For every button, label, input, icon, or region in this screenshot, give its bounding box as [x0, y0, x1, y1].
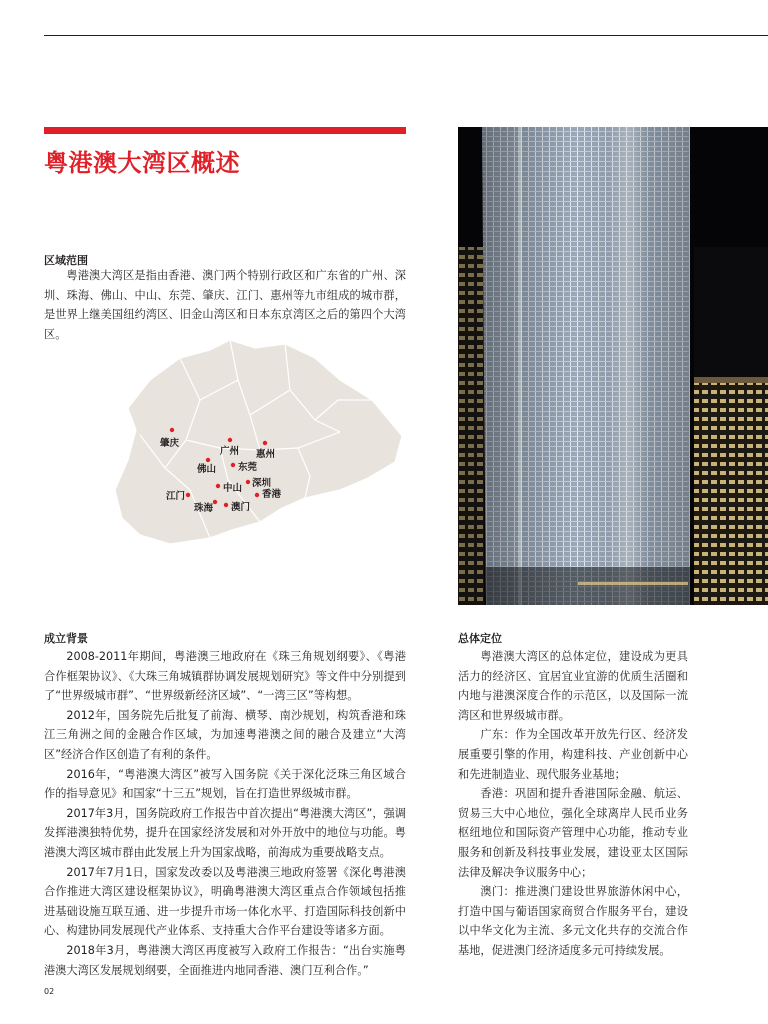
svg-text:珠海: 珠海	[194, 503, 214, 514]
top-rule	[44, 35, 768, 36]
svg-text:香港: 香港	[262, 489, 282, 500]
background-paragraph: 2017年7月1日，国家发改委以及粤港澳三地政府签署《深化粤港澳合作推进大湾区建设框架协议》，明确粤港澳大湾区重点合作领域包括推进基础设施互联互通、进一步提升市场一体化水平、打造国际科技创新中心、构建协同发展现代产业体系、支持重大合作平台建设等诸多方面。	[44, 865, 406, 938]
positioning-heading: 总体定位	[458, 632, 502, 645]
svg-text:惠州: 惠州	[256, 449, 276, 460]
title-accent-bar	[44, 127, 406, 134]
positioning-paragraph: 香港：巩固和提升香港国际金融、航运、贸易三大中心地位，强化全球离岸人民币业务枢纽地位和国际资产管理中心功能，推动专业服务和创新及科技事业发展，建设亚太区国际法律及解决争议服务中心；	[458, 787, 688, 879]
svg-text:广州: 广州	[220, 446, 240, 457]
background-heading: 成立背景	[44, 632, 88, 645]
positioning-body	[458, 647, 688, 961]
svg-text:江门: 江门	[166, 491, 186, 502]
positioning-paragraph: 粤港澳大湾区的总体定位，建设成为更具活力的经济区、宜居宜业宜游的优质生活圈和内地与港澳深度合作的示范区，以及国际一流湾区和世界级城市群。	[458, 650, 688, 722]
gba-map	[110, 340, 410, 550]
skyscraper-night-photo	[458, 127, 768, 605]
background-paragraph: 2016年，“粤港澳大湾区”被写入国务院《关于深化泛珠三角区域合作的指导意见》和国家“十三五”规划，旨在打造世界级城市群。	[44, 767, 406, 801]
background-paragraph: 2008-2011年期间，粤港澳三地政府在《珠三角规划纲要》、《粤港合作框架协议》、《大珠三角城镇群协调发展规划研究》等文件中分别提到了“世界级城市群”、“世界级新经济区域”、“一湾三区”等构想。	[44, 650, 406, 703]
svg-text:澳门: 澳门	[231, 502, 251, 513]
background-body	[44, 647, 406, 980]
background-paragraph: 2018年3月，粤港澳大湾区再度被写入政府工作报告：“出台实施粤港澳大湾区发展规划纲要，全面推进内地同香港、澳门互利合作。”	[44, 943, 406, 977]
svg-text:中山: 中山	[223, 483, 243, 494]
svg-text:深圳: 深圳	[252, 478, 272, 489]
region-paragraph	[44, 266, 406, 344]
positioning-paragraph: 广东：作为全国改革开放先行区、经济发展重要引擎的作用，构建科技、产业创新中心和先进制造业、现代服务业基地；	[458, 728, 688, 781]
background-paragraph: 2017年3月，国务院政府工作报告中首次提出“粤港澳大湾区”，强调发挥港澳独特优势，提升在国家经济发展和对外开放中的地位与功能。粤港澳大湾区城市群由此发展上升为国家战略，前海成为重要战略支点。	[44, 806, 406, 859]
region-heading: 区域范围	[44, 254, 88, 267]
svg-text:佛山: 佛山	[197, 464, 217, 475]
svg-text:东莞: 东莞	[238, 462, 258, 473]
svg-text:肇庆: 肇庆	[160, 438, 180, 449]
page-title: 粤港澳大湾区概述	[44, 149, 240, 177]
guangdong-landmass	[115, 340, 402, 544]
positioning-paragraph: 澳门：推进澳门建设世界旅游休闲中心，打造中国与葡语国家商贸合作服务平台，建设以中华文化为主流、多元文化共存的交流合作基地，促进澳门经济适度多元可持续发展。	[458, 885, 688, 957]
page-number: 02	[44, 987, 55, 996]
background-paragraph: 2012年，国务院先后批复了前海、横琴、南沙规划，构筑香港和珠江三角洲之间的金融合作区域，为加速粤港澳之间的融合及建立“大湾区”经济合作区创造了有利的条件。	[44, 708, 406, 761]
region-text: 粤港澳大湾区是指由香港、澳门两个特别行政区和广东省的广州、深圳、珠海、佛山、中山、东莞、肇庆、江门、惠州等九市组成的城市群，是世界上继美国纽约湾区、旧金山湾区和日本东京湾区之后的第四个大湾区。	[44, 269, 406, 341]
